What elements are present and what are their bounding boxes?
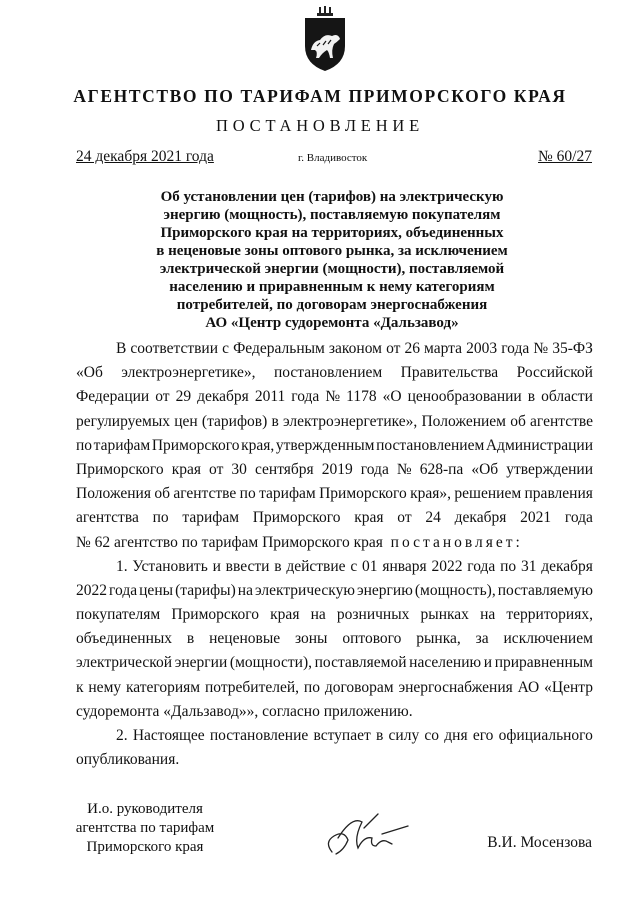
- document-title: [120, 188, 544, 332]
- body-word: по: [303, 678, 320, 696]
- document-date: 24 декабря 2021 года: [76, 148, 214, 165]
- body-word: на: [310, 606, 326, 624]
- body-word: 31: [520, 557, 537, 575]
- body-word: электрической: [76, 654, 173, 672]
- title-line: электрической энергии (мощности), поставляемой: [159, 261, 505, 277]
- body-line: [76, 627, 593, 651]
- body-word: со: [424, 727, 440, 744]
- body-word: рынка,: [416, 630, 461, 648]
- body-word: января: [382, 557, 427, 575]
- body-word: №: [533, 340, 549, 357]
- body-word: Приморского: [76, 460, 164, 478]
- body-line: [76, 748, 593, 772]
- body-word: края»,: [410, 485, 452, 503]
- body-word: года: [360, 460, 389, 478]
- body-word: края: [270, 606, 300, 624]
- paragraph-preamble: [76, 337, 593, 531]
- body-word: агентстве: [173, 485, 237, 503]
- body-word: электроэнергетике»,: [121, 364, 256, 382]
- body-word: Федерации: [76, 388, 150, 406]
- body-word: сентября: [254, 460, 314, 478]
- body-line: [76, 579, 593, 603]
- body-word: цены: [139, 581, 174, 599]
- body-word: и: [212, 557, 221, 575]
- body-word: с: [350, 557, 358, 575]
- body-word: зоны: [294, 630, 328, 648]
- body-word: регулируемых: [76, 412, 171, 430]
- body-word: законом: [328, 340, 382, 357]
- body-word: «Об: [471, 460, 499, 478]
- body-word: в: [274, 557, 282, 575]
- body-text: опубликования.: [76, 751, 180, 769]
- body-line: [76, 410, 593, 434]
- body-word: об: [510, 412, 526, 430]
- body-word: Положением: [421, 412, 506, 430]
- body-word: розничных: [336, 606, 410, 624]
- body-line: [76, 506, 593, 530]
- body-word: 2019: [321, 460, 353, 478]
- body-word: Установить: [132, 557, 208, 575]
- body-word: 1178: [346, 388, 377, 406]
- body-word: покупателям: [76, 606, 161, 624]
- body-word: от: [155, 388, 170, 406]
- document-body: [76, 337, 593, 772]
- body-word: 2.: [116, 727, 128, 744]
- body-text: № 62 агентство по тарифам Приморского края: [76, 533, 383, 551]
- body-word: края: [171, 460, 201, 478]
- body-word: территориях,: [506, 606, 593, 624]
- body-word: ценообразовании: [407, 388, 522, 406]
- coat-of-arms-tiger-icon: [300, 6, 350, 72]
- body-word: от: [386, 340, 401, 357]
- body-word: декабря: [197, 388, 249, 406]
- body-line: [76, 531, 593, 555]
- body-word: на: [237, 581, 253, 599]
- body-word: года: [109, 581, 138, 599]
- body-word: электроэнергетике»,: [282, 412, 418, 430]
- body-word: края: [354, 509, 384, 527]
- body-word: поставляемой: [314, 654, 407, 672]
- body-line: [76, 676, 593, 700]
- body-word: к: [76, 678, 84, 696]
- signatory-role: [60, 800, 230, 857]
- document-number: № 60/27: [538, 148, 592, 165]
- body-word: (тарифов): [201, 412, 268, 430]
- body-word: Настоящее: [132, 727, 205, 744]
- body-word: с: [222, 340, 229, 357]
- body-word: правления: [524, 485, 593, 503]
- body-word: Приморского: [171, 606, 260, 624]
- body-word: утверждении: [506, 460, 593, 478]
- body-word: 35-ФЗ: [552, 340, 593, 357]
- body-word: (тарифы): [175, 581, 236, 599]
- body-word: энергоснабжения: [398, 678, 513, 696]
- body-word: тарифам: [182, 509, 240, 527]
- body-word: официального: [498, 727, 593, 744]
- body-word: от: [397, 509, 412, 527]
- signatory-name: В.И. Мосензова: [487, 834, 592, 851]
- handwritten-signature: [318, 808, 413, 860]
- body-word: поставляемую: [497, 581, 593, 599]
- body-word: 24: [425, 509, 441, 527]
- document-city: г. Владивосток: [298, 152, 368, 164]
- body-word: цен: [174, 412, 198, 430]
- body-word: за: [475, 630, 489, 648]
- role-line: И.о. руководителя: [87, 801, 203, 817]
- body-word: Федеральным: [233, 340, 325, 357]
- body-word: договорам: [324, 678, 394, 696]
- body-word: 2022: [76, 581, 107, 599]
- body-word: населению: [409, 654, 482, 672]
- body-word: №: [396, 460, 412, 478]
- body-word: 628-па: [419, 460, 464, 478]
- body-word: постановлением: [376, 436, 485, 454]
- body-word: В: [116, 340, 127, 357]
- body-word: 29: [175, 388, 192, 406]
- body-word: постановлением: [273, 364, 383, 382]
- body-word: 01: [362, 557, 378, 575]
- body-word: декабря: [541, 557, 593, 575]
- body-word: нему: [88, 678, 122, 696]
- title-line: энергию (мощность), поставляемую покупателям: [163, 207, 501, 223]
- resolves-word: постановляет:: [390, 533, 523, 551]
- agency-name: АГЕНТСТВО ПО ТАРИФАМ ПРИМОРСКОГО КРАЯ: [73, 86, 567, 106]
- body-word: Приморского: [319, 485, 407, 503]
- body-line: [76, 361, 593, 385]
- body-word: Приморского: [252, 509, 341, 527]
- body-word: утвержденным: [275, 436, 375, 454]
- body-word: 2022: [431, 557, 463, 575]
- body-word: объединенных: [76, 630, 173, 648]
- body-word: №: [325, 388, 341, 406]
- body-word: года: [467, 557, 496, 575]
- body-word: края,: [241, 436, 275, 454]
- body-word: года: [501, 340, 530, 357]
- body-word: решением: [454, 485, 522, 503]
- body-word: агентства: [76, 509, 139, 527]
- body-line: [76, 482, 593, 506]
- title-line: Об установлении цен (тарифов) на электрическую: [160, 189, 504, 205]
- body-word: 2003: [466, 340, 498, 357]
- body-line: [76, 458, 593, 482]
- body-word: года: [291, 388, 320, 406]
- body-word: на: [480, 606, 496, 624]
- body-word: «Центр: [544, 678, 593, 696]
- title-line: в неценовые зоны оптового рынка, за исключением: [156, 243, 508, 259]
- body-word: в: [375, 727, 384, 744]
- body-word: «Об: [76, 364, 103, 382]
- body-word: электрическую: [255, 581, 355, 599]
- body-word: неценовые: [209, 630, 281, 648]
- body-text: судоремонта «Дальзавод»», согласно приложению.: [76, 702, 413, 720]
- body-word: по: [500, 557, 517, 575]
- title-line: АО «Центр судоремонта «Дальзавод»: [205, 315, 459, 331]
- body-word: 30: [231, 460, 247, 478]
- body-word: 2011: [254, 388, 286, 406]
- body-word: Администрации: [485, 436, 593, 454]
- body-word: Положения: [76, 485, 151, 503]
- body-word: соответствии: [130, 340, 219, 357]
- body-word: «О: [382, 388, 402, 406]
- body-word: в: [527, 388, 536, 406]
- body-word: оптового: [342, 630, 402, 648]
- body-line: [76, 603, 593, 627]
- role-line: агентства по тарифам: [75, 820, 215, 836]
- body-word: года: [564, 509, 593, 527]
- body-line: [76, 385, 593, 409]
- body-word: потребителей,: [204, 678, 300, 696]
- body-word: (мощность),: [414, 581, 496, 599]
- body-line: [76, 337, 593, 361]
- body-word: по: [239, 485, 256, 503]
- body-word: об: [154, 485, 170, 503]
- title-line: потребителей, по договорам энергоснабжения: [176, 297, 488, 313]
- body-word: действие: [286, 557, 346, 575]
- body-line: [76, 434, 593, 458]
- role-line: Приморского края: [86, 839, 204, 855]
- body-word: области: [541, 388, 593, 406]
- body-line: [76, 555, 593, 579]
- body-word: его: [472, 727, 494, 744]
- body-word: энергию: [356, 581, 413, 599]
- body-word: АО: [517, 678, 540, 696]
- title-line: Приморского края на территориях, объединенных: [160, 225, 504, 241]
- body-line: [76, 724, 593, 748]
- body-word: тарифам: [259, 485, 316, 503]
- body-word: по: [152, 509, 169, 527]
- body-word: тарифам: [93, 436, 151, 454]
- body-word: Российской: [516, 364, 593, 382]
- body-word: в: [271, 412, 279, 430]
- body-word: 26: [404, 340, 420, 357]
- body-word: постановление: [209, 727, 309, 744]
- body-line: [76, 651, 593, 675]
- body-word: от: [209, 460, 224, 478]
- body-line: [76, 700, 593, 724]
- body-word: (мощности),: [229, 654, 312, 672]
- body-word: 2021: [520, 509, 552, 527]
- body-word: по: [76, 436, 93, 454]
- body-word: декабря: [454, 509, 507, 527]
- body-word: энергии: [174, 654, 228, 672]
- paragraph-item-1: [76, 555, 593, 700]
- body-word: силу: [388, 727, 420, 744]
- paragraph-item-2: [76, 724, 593, 748]
- body-word: вступает: [313, 727, 371, 744]
- body-word: рынках: [420, 606, 469, 624]
- body-word: ввести: [225, 557, 270, 575]
- body-word: приравненным: [494, 654, 593, 672]
- title-line: населению и приравненным к нему категориям: [169, 279, 495, 295]
- body-word: Правительства: [400, 364, 499, 382]
- body-word: агентстве: [530, 412, 593, 430]
- body-word: исключением: [503, 630, 593, 648]
- body-word: марта: [424, 340, 463, 357]
- body-word: дня: [444, 727, 468, 744]
- body-word: 1.: [116, 557, 128, 575]
- body-word: и: [483, 654, 493, 672]
- body-word: в: [186, 630, 195, 648]
- document-type: ПОСТАНОВЛЕНИЕ: [216, 116, 424, 135]
- body-word: Приморского: [151, 436, 240, 454]
- body-word: категориям: [125, 678, 201, 696]
